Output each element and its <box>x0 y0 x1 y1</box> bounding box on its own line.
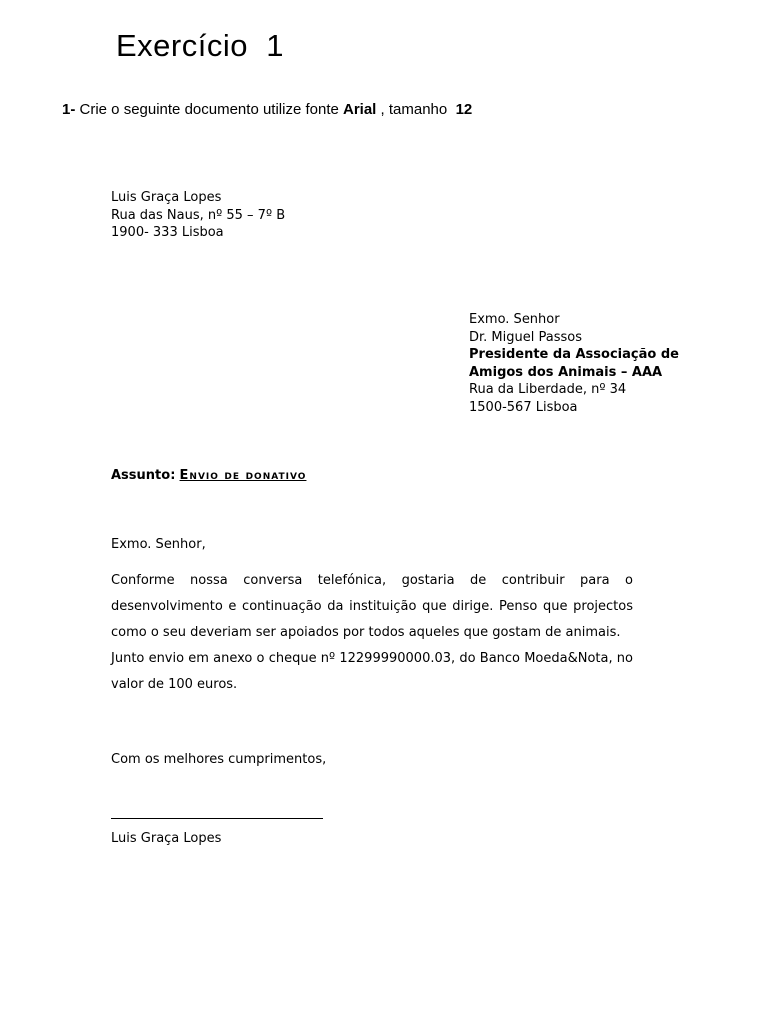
closing-line: Com os melhores cumprimentos, <box>111 752 327 767</box>
subject-label: Assunto: <box>111 468 176 483</box>
recipient-title-line2: Amigos dos Animais – AAA <box>469 364 663 380</box>
recipient-street: Rua da Liberdade, nº 34 <box>469 382 627 397</box>
recipient-name: Dr. Miguel Passos <box>469 329 582 345</box>
instruction-text-middle: , tamanho <box>376 101 456 118</box>
instruction-font-name: Arial <box>343 101 377 118</box>
signature-line <box>111 818 323 819</box>
body-paragraph-1: Conforme nossa conversa telefónica, gostaria de contribuir para o desenvolvimento e continuação da instituição que dirige. Penso que projectos como o seu deveriam ser apoiados por todos aqueles que gostam de animais. <box>111 573 633 640</box>
sender-street: Rua das Naus, nº 55 – 7º B <box>111 207 286 223</box>
instruction-line <box>62 101 472 118</box>
sender-postal: 1900- 333 Lisboa <box>111 225 224 240</box>
page-title: Exercício 1 <box>116 28 284 63</box>
recipient-address <box>469 311 679 416</box>
instruction-number: 1- <box>62 101 76 118</box>
sender-name: Luis Graça Lopes <box>111 190 222 205</box>
sender-address <box>111 189 285 242</box>
body-paragraph-2: Junto envio em anexo o cheque nº 12299990000.03, do Banco Moeda&Nota, no valor de 100 euros. <box>111 651 633 692</box>
salutation: Exmo. Senhor, <box>111 537 206 552</box>
recipient-title-line1: Presidente da Associação de <box>469 347 679 362</box>
recipient-postal: 1500-567 Lisboa <box>469 399 578 415</box>
letter-body <box>111 568 633 698</box>
signature-name: Luis Graça Lopes <box>111 831 222 846</box>
recipient-greeting: Exmo. Senhor <box>469 312 560 327</box>
subject-value: Envio de donativo <box>179 468 307 483</box>
instruction-text: Crie o seguinte documento utilize fonte <box>75 101 343 118</box>
subject-line <box>111 467 306 485</box>
instruction-font-size: 12 <box>455 101 473 118</box>
